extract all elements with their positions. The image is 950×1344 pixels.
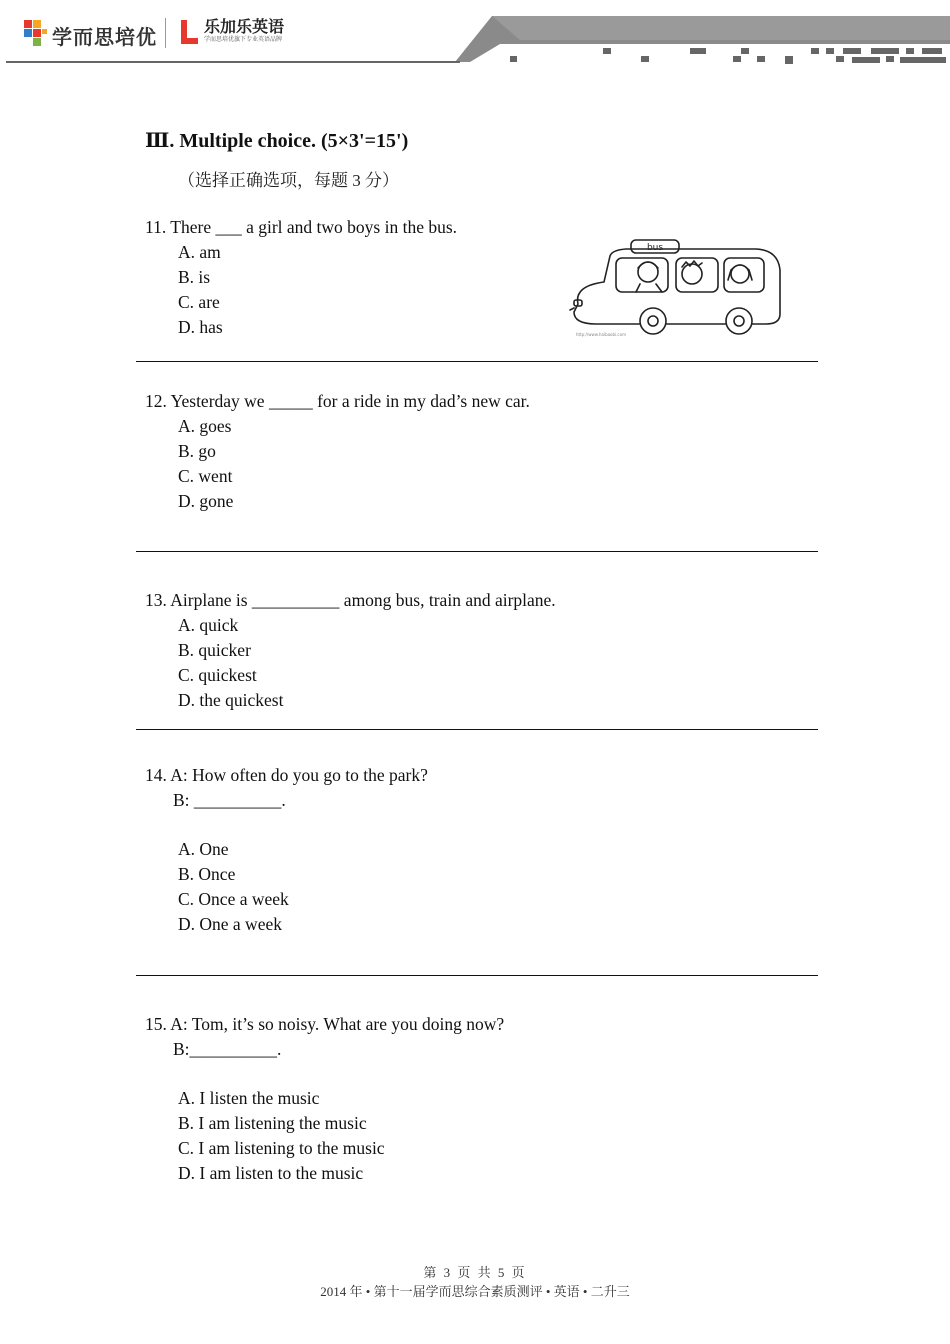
question-14-option-d[interactable]: D. One a week [178,914,282,934]
question-12-option-b[interactable]: B. go [178,441,216,461]
question-divider [136,729,818,730]
question-11-option-b[interactable]: B. is [178,267,211,287]
illustration-credit: http://www.haibaobi.com [576,332,626,337]
question-14-option-a[interactable]: A. One [178,839,229,859]
bus-sign-text: bus [646,243,664,253]
lejiale-l-icon [178,18,200,46]
brand2-tagline: 学而思培优旗下专业英语品牌 [204,36,283,43]
question-13-option-d[interactable]: D. the quickest [178,690,284,710]
question-15-stem: 15. A: Tom, it’s so noisy. What are you doing now? [145,1014,505,1034]
exam-info: 2014 年 • 第十一届学而思综合素质测评 • 英语 • 二升三 [320,1284,630,1299]
brand2-text: 乐加乐英语 [204,17,285,36]
question-11-option-d[interactable]: D. has [178,317,223,337]
question-12-stem: 12. Yesterday we _____ for a ride in my dad’s new car. [145,391,530,411]
page-header [0,0,950,80]
question-15-option-c[interactable]: C. I am listening to the music [178,1138,385,1158]
question-13-option-a[interactable]: A. quick [178,615,239,635]
question-15-option-b[interactable]: B. I am listening the music [178,1113,367,1133]
page-number: 第 3 页 共 5 页 [423,1265,527,1280]
lejiale-logo [178,18,284,46]
question-15-b-line: B:__________. [173,1039,282,1059]
logo-divider [165,18,166,48]
question-11-option-c[interactable]: C. are [178,292,220,312]
question-15-option-d[interactable]: D. I am listen to the music [178,1163,364,1183]
section-subtitle: （选择正确选项，每题 3 分） [178,171,399,190]
question-14-b-line: B: __________. [173,790,286,810]
section-title: Ⅲ. Multiple choice. (5×3'=15') [145,130,409,152]
question-14-option-c[interactable]: C. Once a week [178,889,289,909]
question-12-option-a[interactable]: A. goes [178,416,232,436]
question-13-option-c[interactable]: C. quickest [178,665,257,685]
brand1-text: 学而思培优 [52,24,157,49]
question-13-option-b[interactable]: B. quicker [178,640,251,660]
logo-mark-icon [22,18,48,52]
question-13-stem: 13. Airplane is __________ among bus, train and airplane. [145,590,556,610]
question-15-option-a[interactable]: A. I listen the music [178,1088,320,1108]
question-12-option-c[interactable]: C. went [178,466,233,486]
xueersi-logo [22,18,157,52]
question-14-option-b[interactable]: B. Once [178,864,236,884]
question-12-option-d[interactable]: D. gone [178,491,234,511]
question-divider [136,975,818,976]
question-14-stem: 14. A: How often do you go to the park? [145,765,428,785]
question-11-option-a[interactable]: A. am [178,242,221,262]
question-divider [136,551,818,552]
question-divider [136,361,818,362]
question-11-stem: 11. There ___ a girl and two boys in the bus. [145,217,458,237]
bus-illustration [566,236,786,340]
